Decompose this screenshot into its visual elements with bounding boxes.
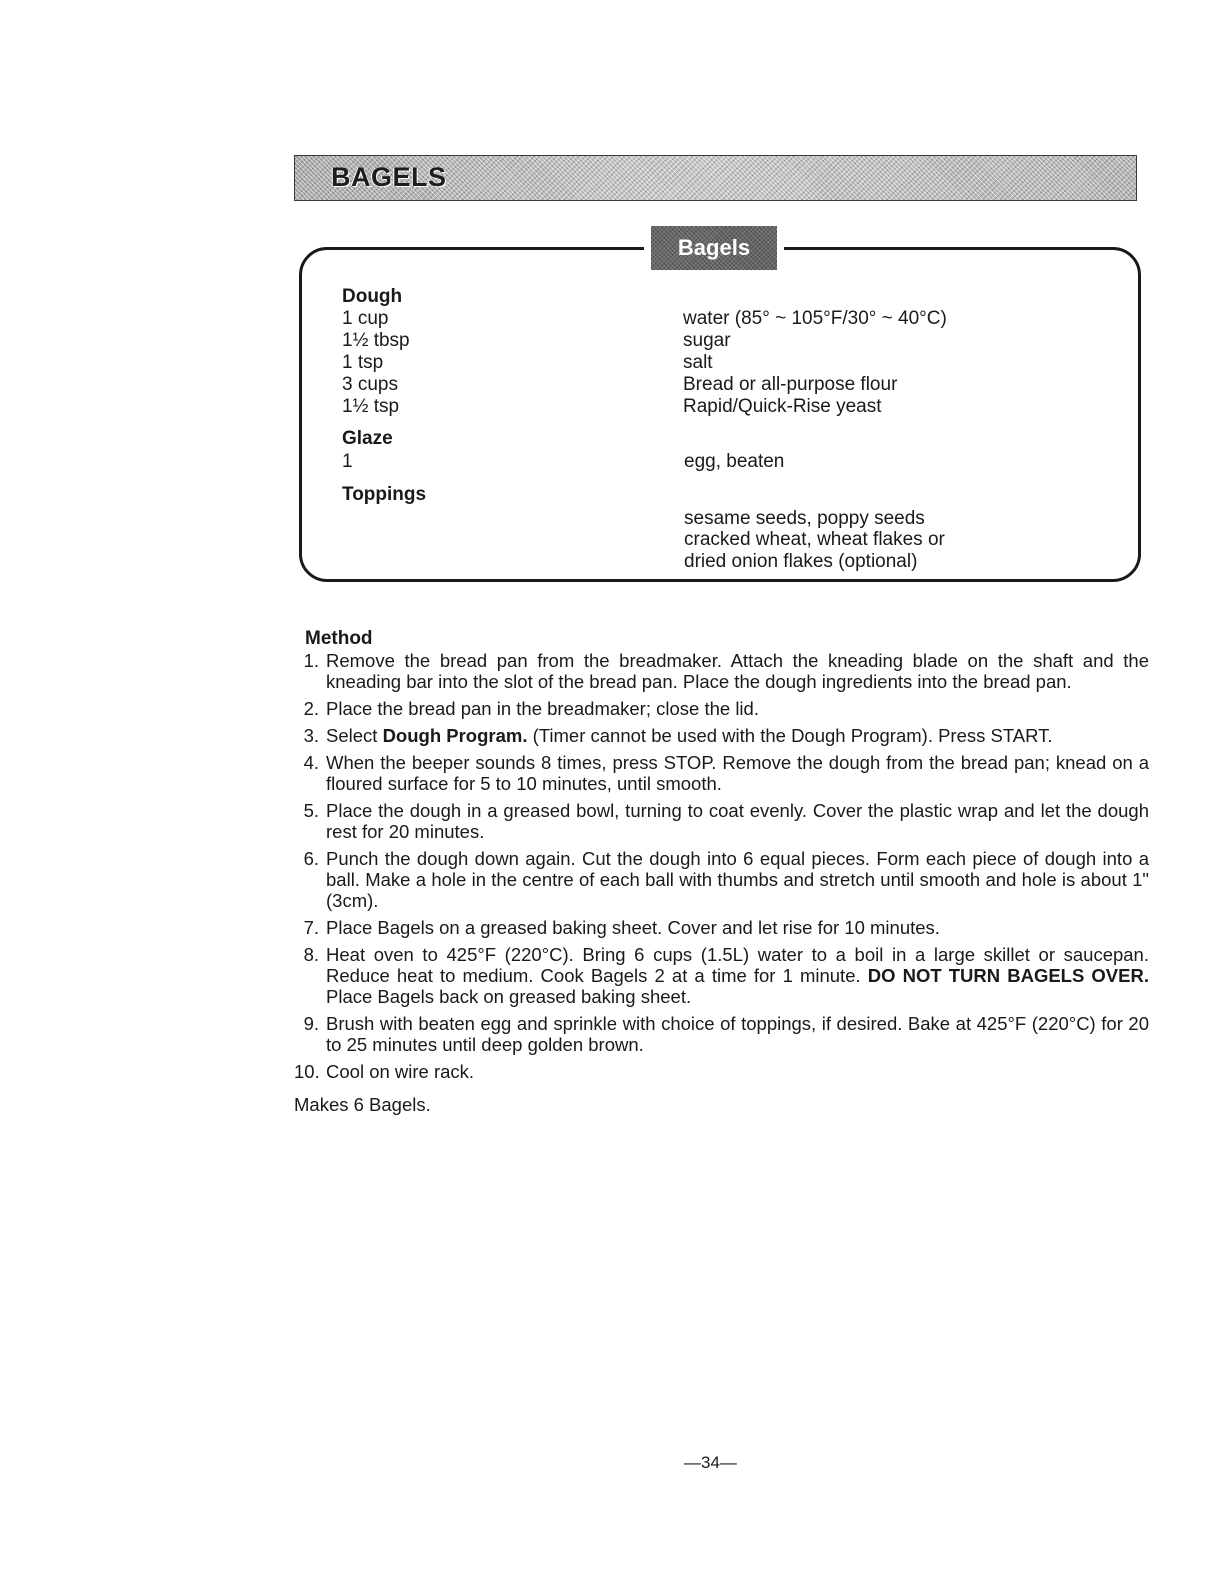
toppings-line: cracked wheat, wheat flakes or	[684, 529, 945, 550]
dough-heading: Dough	[342, 286, 403, 307]
step-number: 6.	[303, 848, 319, 869]
method-step	[294, 800, 1149, 842]
dough-qty: 1½ tbsp	[342, 330, 410, 351]
toppings-line: dried onion flakes (optional)	[684, 551, 918, 572]
step-text: Cool on wire rack.	[326, 1061, 475, 1082]
method-step	[294, 1013, 1149, 1055]
section-banner	[294, 155, 1137, 201]
method-heading: Method	[305, 628, 373, 649]
glaze-ingredient: egg, beaten	[684, 451, 785, 472]
step-emphasis: DO NOT TURN BAGELS OVER.	[867, 965, 1149, 986]
dough-qty: 1 cup	[342, 308, 389, 329]
toppings-line: sesame seeds, poppy seeds	[684, 508, 925, 529]
step-number: 7.	[303, 917, 319, 938]
step-text: Place Bagels on a greased baking sheet. Cover and let rise for 10 minutes.	[326, 917, 940, 938]
page-number: —34—	[684, 1453, 737, 1472]
method-step	[294, 752, 1149, 794]
toppings-heading: Toppings	[342, 484, 427, 505]
dough-ingredient: water (85° ~ 105°F/30° ~ 40°C)	[683, 308, 947, 329]
step-number: 5.	[303, 800, 319, 821]
step-text: Place the dough in a greased bowl, turning to coat evenly. Cover the plastic wrap and let the dough rest for 20 minutes.	[326, 800, 1149, 842]
method-steps	[294, 650, 1149, 1082]
dough-qty: 3 cups	[342, 374, 398, 395]
step-number: 4.	[303, 752, 319, 773]
dough-qty: 1 tsp	[342, 352, 384, 373]
step-text: Brush with beaten egg and sprinkle with choice of toppings, if desired. Bake at 425°F (220°C) for 20 to 25 minutes until deep golden brown.	[326, 1013, 1149, 1055]
step-text: Heat oven to 425°F (220°C). Bring 6 cups (1.5L) water to a boil in a large skillet or saucepan. Reduce heat to medium. Cook Bagels 2 at a time for 1 minute.	[326, 944, 1149, 986]
step-text: Remove the bread pan from the breadmaker. Attach the kneading blade on the shaft and the kneading bar into the slot of the bread pan. Place the dough ingredients into the bread pan.	[326, 650, 1149, 692]
method-section	[294, 628, 1149, 1116]
step-text: When the beeper sounds 8 times, press STOP. Remove the dough from the bread pan; knead on a floured surface for 5 to 10 minutes, until smooth.	[326, 752, 1149, 794]
step-text: Select	[326, 725, 383, 746]
step-number: 1.	[303, 650, 319, 671]
method-step	[294, 848, 1149, 911]
step-number: 2.	[303, 698, 319, 719]
step-number: 10.	[294, 1061, 320, 1082]
glaze-qty: 1	[342, 451, 353, 472]
method-step	[294, 1061, 1149, 1082]
method-step	[294, 944, 1149, 1007]
section-title: BAGELS	[331, 162, 447, 192]
recipe-name-label: Bagels	[651, 226, 777, 270]
step-text: Punch the dough down again. Cut the dough into 6 equal pieces. Form each piece of dough into a ball. Make a hole in the centre of each ball with thumbs and stretch until smooth and hole is about 1" (3cm).	[326, 848, 1149, 911]
step-number: 9.	[303, 1013, 319, 1034]
dough-ingredient: Bread or all-purpose flour	[683, 374, 898, 395]
dough-ingredient: sugar	[683, 330, 731, 351]
glaze-heading: Glaze	[342, 428, 393, 449]
method-step	[294, 725, 1149, 746]
step-text: Place Bagels back on greased baking sheet.	[326, 986, 692, 1007]
step-number: 8.	[303, 944, 319, 965]
dough-ingredient: salt	[683, 352, 713, 373]
method-step	[294, 917, 1149, 938]
recipe-yield: Makes 6 Bagels.	[294, 1094, 431, 1115]
step-text: Place the bread pan in the breadmaker; close the lid.	[326, 698, 759, 719]
step-text: (Timer cannot be used with the Dough Program). Press START.	[527, 725, 1053, 746]
method-step	[294, 698, 1149, 719]
step-number: 3.	[303, 725, 319, 746]
method-step	[294, 650, 1149, 692]
dough-ingredient: Rapid/Quick-Rise yeast	[683, 396, 882, 417]
dough-qty: 1½ tsp	[342, 396, 400, 417]
step-emphasis: Dough Program.	[382, 725, 528, 746]
